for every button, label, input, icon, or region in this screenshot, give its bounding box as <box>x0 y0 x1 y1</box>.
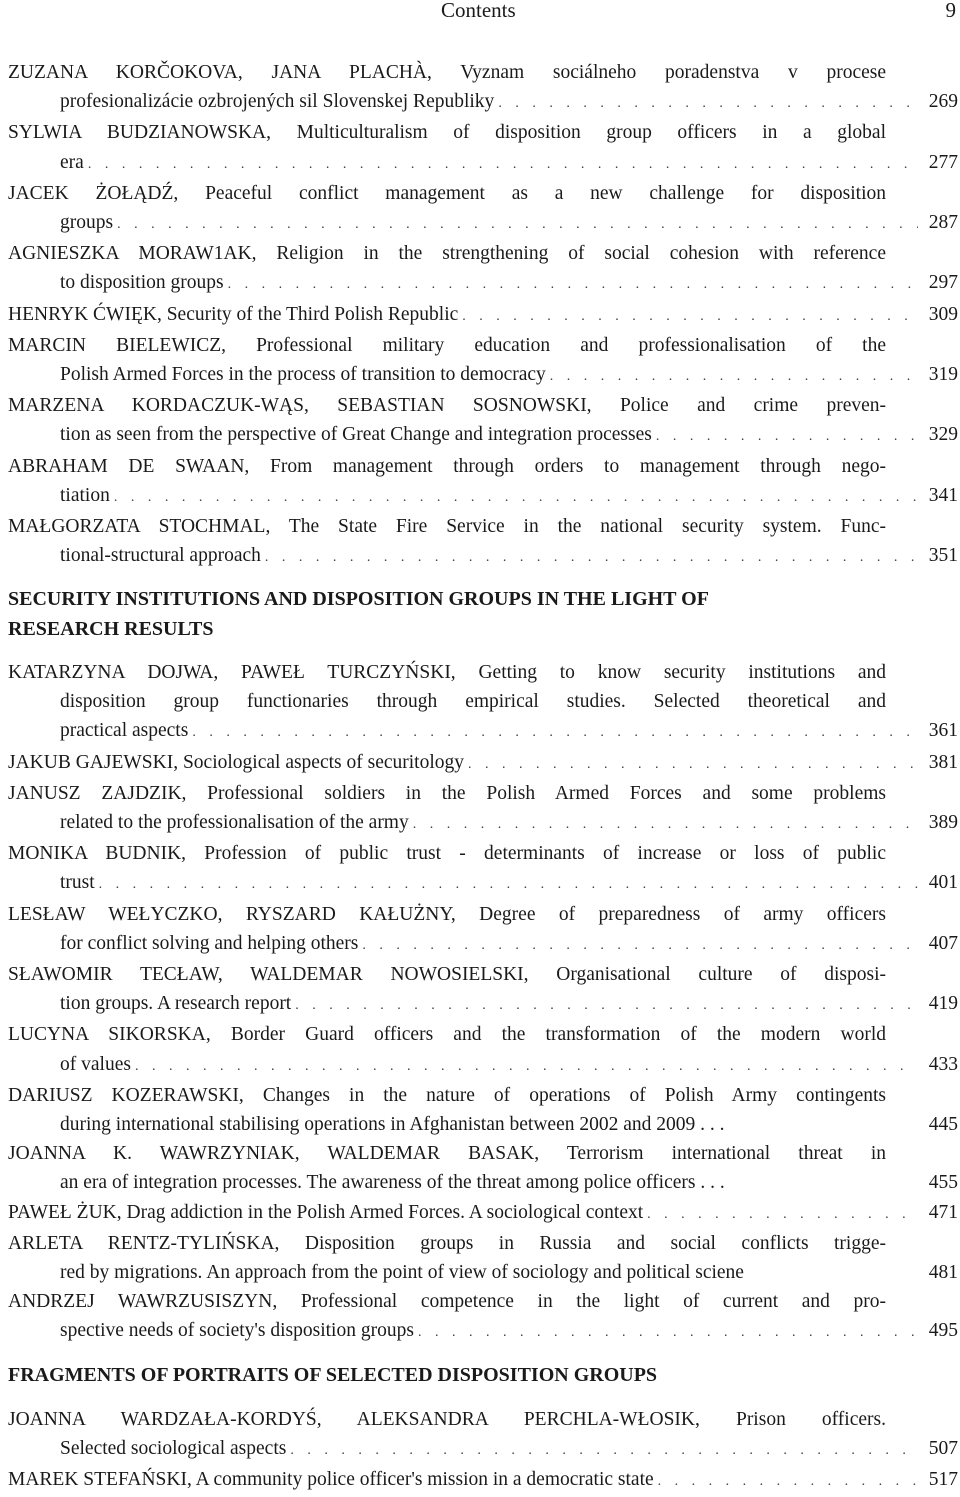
leader-dots <box>468 750 918 779</box>
toc-entry-line: related to the professionalisation of the army <box>60 812 409 834</box>
toc-entry-title: PAWEŁ ŻUK, Drag addiction in the Polish Armed Forces. A sociological context <box>8 1201 644 1223</box>
toc-entry-page: 297 <box>928 272 958 294</box>
toc-entry[interactable] <box>8 391 958 451</box>
toc-entry-line: ABRAHAM DE SWAAN, From management through orders to management through nego- <box>8 455 886 477</box>
toc-entry-line: red by migrations. An approach from the point of view of sociology and political sciene <box>60 1262 744 1284</box>
toc-entry[interactable] <box>8 1287 958 1347</box>
leader-dots <box>192 718 918 747</box>
toc-entry-page: 433 <box>928 1053 958 1075</box>
toc-entry[interactable] <box>8 1465 958 1496</box>
toc-entry-line: LUCYNA SIKORSKA, Border Guard officers and the transformation of the modern world <box>8 1024 886 1046</box>
toc-entry-line: of values <box>60 1053 131 1075</box>
toc-entry-line: MARCIN BIELEWICZ, Professional military education and professionalisation of the <box>8 334 886 356</box>
leader-dots <box>117 210 918 239</box>
leader-dots <box>114 483 918 512</box>
toc-entry-line: AGNIESZKA MORAW1AK, Religion in the strengthening of social cohesion with reference <box>8 243 886 265</box>
toc-entry-line: ZUZANA KORČOKOVA, JANA PLACHÀ, Vyznam sociálneho poradenstva v procese <box>8 62 886 83</box>
toc-entry-line: tion as seen from the perspective of Great Change and integration processes <box>60 424 652 446</box>
toc-entry[interactable] <box>8 960 958 1020</box>
toc-entry[interactable] <box>8 900 958 960</box>
toc-entry-page: 381 <box>928 751 958 773</box>
toc-block-2 <box>8 658 958 1348</box>
running-title: Contents <box>441 0 516 22</box>
toc-entry[interactable] <box>8 658 958 748</box>
leader-dots <box>498 89 918 118</box>
toc-entry-line: SŁAWOMIR TECŁAW, WALDEMAR NOWOSIELSKI, Organisational culture of disposi- <box>8 964 886 986</box>
toc-entry-page: 507 <box>928 1438 958 1460</box>
toc-entry-line: JOANNA WARDZAŁA-KORDYŚ, ALEKSANDRA PERCHLA-WŁOSIK, Prison officers. <box>8 1409 886 1430</box>
toc-entry[interactable] <box>8 1405 958 1465</box>
toc-entry-line: an era of integration processes. The awareness of the threat among police officers . . . <box>60 1172 725 1194</box>
toc-entry[interactable] <box>8 1139 958 1197</box>
leader-dots <box>290 1436 918 1465</box>
toc-entry[interactable] <box>8 1081 958 1139</box>
toc-entry-line: DARIUSZ KOZERAWSKI, Changes in the nature of operations of Polish Army contingents <box>8 1084 886 1106</box>
leader-dots <box>228 270 918 299</box>
leader-dots <box>135 1052 918 1081</box>
section-heading-security-institutions <box>8 584 888 644</box>
toc-entry[interactable] <box>8 331 958 391</box>
leader-dots <box>647 1200 918 1229</box>
toc-entry-page: 471 <box>928 1201 958 1223</box>
toc-entry[interactable] <box>8 452 958 512</box>
toc-entry-page: 319 <box>928 364 958 386</box>
toc-entry-line: Polish Armed Forces in the process of transition to democracy <box>60 364 546 386</box>
toc-entry-page: 309 <box>928 303 958 325</box>
toc-entry-line: JANUSZ ZAJDZIK, Professional soldiers in the Polish Armed Forces and some problems <box>8 782 886 804</box>
toc-entry[interactable] <box>8 779 958 839</box>
toc-entry-line: Selected sociological aspects <box>60 1438 287 1460</box>
toc-entry-line: trust <box>60 872 95 894</box>
leader-dots <box>658 1467 918 1496</box>
toc-entry-line: ARLETA RENTZ-TYLIŃSKA, Disposition groups in Russia and social conflicts trigge- <box>8 1232 886 1254</box>
toc-entry-page: 277 <box>928 151 958 173</box>
page-number: 9 <box>945 0 956 22</box>
toc-entry-page: 445 <box>928 1114 958 1136</box>
leader-dots <box>88 150 918 179</box>
toc-entry-line: ANDRZEJ WAWRZUSISZYN, Professional competence in the light of current and pro- <box>8 1291 886 1313</box>
leader-dots <box>462 302 918 331</box>
toc-entry-line: to disposition groups <box>60 272 224 294</box>
toc-entry-page: 269 <box>928 91 958 113</box>
toc-entry[interactable] <box>8 839 958 899</box>
toc-entry[interactable] <box>8 512 958 572</box>
toc-entry-page: 481 <box>928 1262 958 1284</box>
toc-entry-line: spective needs of society's disposition groups <box>60 1320 414 1342</box>
toc-entry-line: tiation <box>60 484 110 506</box>
section-heading-line: FRAGMENTS OF PORTRAITS OF SELECTED DISPOSITION GROUPS <box>8 1364 658 1386</box>
leader-dots <box>265 543 918 572</box>
toc-entry-line: practical aspects <box>60 720 189 742</box>
leader-dots <box>295 991 918 1020</box>
toc-entry-page: 401 <box>928 872 958 894</box>
toc-entry-line: disposition group functionaries through empirical studies. Selected theoretical and <box>60 691 886 713</box>
toc-entry-line: JACEK ŻOŁĄDŹ, Peaceful conflict management as a new challenge for disposition <box>8 182 886 204</box>
toc-entry-line: tion groups. A research report <box>60 993 292 1015</box>
toc-entry-page: 407 <box>928 932 958 954</box>
toc-entry-line: JOANNA K. WAWRZYNIAK, WALDEMAR BASAK, Terrorism international threat in <box>8 1143 886 1165</box>
toc-entry-title: HENRYK ĆWIĘK, Security of the Third Polish Republic <box>8 303 459 325</box>
toc-entry-line: LESŁAW WEŁYCZKO, RYSZARD KAŁUŻNY, Degree of preparedness of army officers <box>8 903 886 925</box>
section-heading-line: SECURITY INSTITUTIONS AND DISPOSITION GROUPS IN THE LIGHT OF <box>8 588 709 610</box>
toc-entry[interactable] <box>8 1198 958 1229</box>
toc-entry-page: 341 <box>928 484 958 506</box>
leader-dots <box>413 810 918 839</box>
leader-dots <box>656 422 918 451</box>
toc-entry-line: MAŁGORZATA STOCHMAL, The State Fire Service in the national security system. Func- <box>8 516 886 538</box>
toc-entry-line: MONIKA BUDNIK, Profession of public trust - determinants of increase or loss of public <box>8 843 886 865</box>
section-heading-line: RESEARCH RESULTS <box>8 618 214 640</box>
toc-entry-line: profesionalizácie ozbrojených sil Slovenskej Republiky <box>60 91 495 113</box>
toc-entry[interactable] <box>8 239 958 299</box>
toc-entry-line: MARZENA KORDACZUK-WĄS, SEBASTIAN SOSNOWSKI, Police and crime preven- <box>8 395 886 417</box>
toc-entry-line: KATARZYNA DOJWA, PAWEŁ TURCZYŃSKI, Getting to know security institutions and <box>8 662 886 683</box>
toc-entry[interactable] <box>8 179 958 239</box>
toc-entry[interactable] <box>8 748 958 779</box>
toc-entry[interactable] <box>8 118 958 178</box>
leader-dots <box>362 931 918 960</box>
leader-dots <box>99 870 918 899</box>
toc-entry[interactable] <box>8 58 958 118</box>
toc-entry-line: era <box>60 151 84 173</box>
toc-entry-page: 389 <box>928 812 958 834</box>
section-heading-fragments-of-portraits <box>8 1360 888 1390</box>
toc-entry-line: groups <box>60 212 114 234</box>
toc-entry-line: during international stabilising operations in Afghanistan between 2002 and 2009 . . . <box>60 1114 725 1136</box>
toc-entry-title: MAREK STEFAŃSKI, A community police officer's mission in a democratic state <box>8 1469 654 1491</box>
toc-block-3 <box>8 1405 958 1497</box>
page-header <box>0 0 960 22</box>
toc-entry[interactable] <box>8 1020 958 1080</box>
toc-entry-line: tional-structural approach <box>60 545 261 567</box>
toc-entry-line: for conflict solving and helping others <box>60 932 359 954</box>
toc-entry-page: 351 <box>928 545 958 567</box>
leader-dots <box>418 1318 918 1347</box>
toc-entry[interactable] <box>8 300 958 331</box>
toc-entry-page: 495 <box>928 1320 958 1342</box>
toc-block-1 <box>8 58 958 572</box>
toc-entry-page: 517 <box>928 1469 958 1491</box>
toc-entry-line: SYLWIA BUDZIANOWSKA, Multiculturalism of disposition group officers in a global <box>8 122 886 144</box>
toc-entry-page: 361 <box>928 720 958 742</box>
toc-entry-page: 419 <box>928 993 958 1015</box>
toc-entry-title: JAKUB GAJEWSKI, Sociological aspects of securitology <box>8 751 465 773</box>
toc-entry-page: 329 <box>928 424 958 446</box>
toc-entry-page: 455 <box>928 1172 958 1194</box>
toc-entry[interactable] <box>8 1229 958 1287</box>
toc-entry-page: 287 <box>928 212 958 234</box>
leader-dots <box>550 362 918 391</box>
